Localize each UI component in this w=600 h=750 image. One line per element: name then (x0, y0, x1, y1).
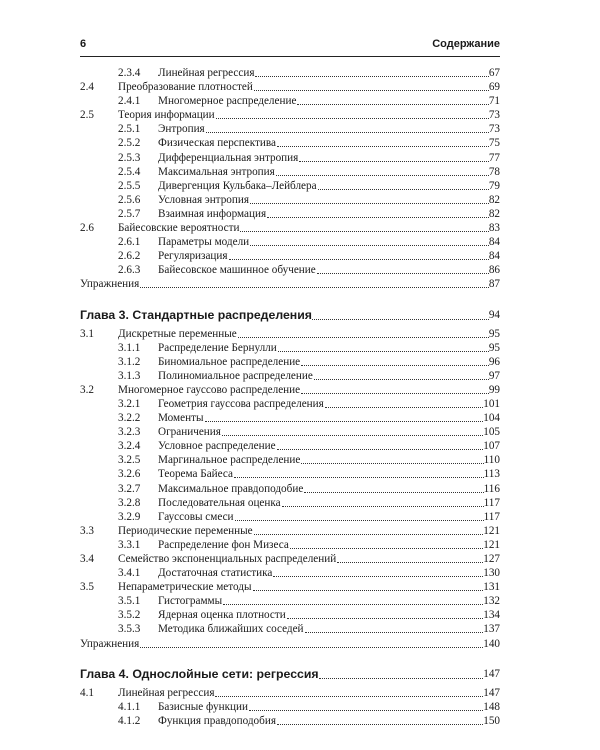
toc-entry[interactable] (80, 383, 500, 397)
dot-leader (312, 307, 489, 320)
dot-leader (278, 341, 489, 352)
page-ref: 110 (483, 454, 500, 467)
section-number: 2.5.2 (118, 137, 141, 150)
dot-leader (317, 263, 489, 274)
page-ref: 140 (483, 637, 500, 650)
section-title: Распределение фон Мизеса (158, 538, 289, 551)
section-number: 2.6.1 (118, 236, 141, 249)
dot-leader (253, 580, 484, 591)
section-number: 3.2.8 (118, 496, 141, 509)
page-ref: 107 (483, 440, 500, 453)
toc-entry[interactable] (80, 637, 500, 651)
toc-entry[interactable] (80, 249, 500, 263)
page-number: 6 (80, 38, 87, 50)
toc-entry[interactable] (80, 594, 500, 608)
section-title: Упражнения (80, 637, 140, 650)
section-title: Условная энтропия (158, 193, 250, 206)
section-title: Параметры модели (158, 236, 250, 249)
section-title: Теорема Байеса (158, 468, 233, 481)
section-title: Дискретные переменные (118, 327, 237, 340)
section-number: 3.4 (80, 553, 94, 565)
section-title: Взаимная информация (158, 207, 267, 220)
page-ref: 134 (483, 609, 500, 622)
section-number: 3.2.6 (118, 468, 141, 481)
dot-leader (140, 277, 489, 288)
dot-leader (325, 397, 483, 408)
toc-entry[interactable] (80, 510, 500, 524)
toc-entry[interactable] (80, 179, 500, 193)
toc-entry[interactable] (80, 221, 500, 235)
toc-entry[interactable] (80, 524, 500, 538)
page-ref: 77 (488, 151, 500, 164)
section-number: 3.1.2 (118, 355, 141, 368)
section-title: Непараметрические методы (118, 581, 252, 594)
section-number: 3.5.1 (118, 595, 141, 608)
page-ref: 105 (483, 426, 500, 439)
section-number: 3.2.4 (118, 440, 141, 453)
page-ref: 104 (483, 412, 500, 425)
toc-entry[interactable] (80, 151, 500, 165)
toc-entry[interactable] (80, 482, 500, 496)
table-of-contents (80, 66, 500, 728)
chapter-page: 147 (483, 667, 500, 680)
toc-entry[interactable] (80, 580, 500, 594)
section-number: 4.1.1 (118, 700, 141, 713)
section-number: 2.4.1 (118, 95, 141, 108)
toc-entry[interactable] (80, 66, 500, 80)
toc-entry[interactable] (80, 165, 500, 179)
page-ref: 117 (483, 510, 500, 523)
section-title: Линейная регрессия (158, 67, 255, 79)
section-number: 3.2.1 (118, 397, 141, 410)
page-ref: 117 (483, 496, 500, 509)
section-title: Гистограммы (158, 595, 223, 608)
dot-leader (250, 193, 489, 204)
toc-section-chapter4 (80, 686, 500, 728)
toc-entry[interactable] (80, 608, 500, 622)
dot-leader (277, 714, 483, 725)
section-title: Максимальное правдоподобие (158, 482, 304, 495)
section-number: 3.2.5 (118, 454, 141, 467)
chapter-heading-3[interactable] (80, 307, 500, 324)
dot-leader (305, 622, 484, 633)
chapter-heading-4[interactable] (80, 666, 500, 683)
page-ref: 82 (488, 193, 500, 206)
section-number: 3.2 (80, 383, 94, 396)
page-ref: 75 (488, 137, 500, 150)
section-title: Теория информации (118, 109, 215, 122)
section-title: Достаточная статистика (158, 567, 273, 580)
toc-entry[interactable] (80, 439, 500, 453)
page-ref: 121 (483, 524, 500, 537)
dot-leader (254, 524, 484, 535)
toc-entry[interactable] (80, 263, 500, 277)
section-title: Ядерная оценка плотности (158, 609, 286, 622)
section-title: Максимальная энтропия (158, 165, 275, 178)
section-number: 2.4 (80, 81, 94, 94)
toc-entry[interactable] (80, 538, 500, 552)
section-number: 2.5.3 (118, 151, 141, 164)
toc-entry[interactable] (80, 355, 500, 369)
section-number: 2.5.6 (118, 193, 141, 206)
toc-entry[interactable] (80, 369, 500, 383)
section-title: Последовательная оценка (158, 496, 281, 509)
toc-entry[interactable] (80, 700, 500, 714)
section-title: Гауссовы смеси (158, 510, 234, 523)
page-ref: 67 (488, 67, 500, 79)
section-title: Регуляризация (158, 250, 228, 263)
dot-leader (277, 136, 489, 147)
section-title: Функция правдоподобия (158, 714, 276, 727)
section-number: 2.5.1 (118, 123, 141, 136)
page-ref: 84 (488, 250, 500, 263)
page-header (80, 36, 500, 56)
dot-leader (240, 221, 488, 232)
page-ref: 84 (488, 236, 500, 249)
chapter-title: Глава 3. Стандартные распределения (80, 307, 312, 322)
page-ref: 97 (488, 369, 500, 382)
dot-leader (249, 700, 483, 711)
section-number: 3.4.1 (118, 567, 141, 580)
page-ref: 113 (483, 468, 500, 481)
toc-entry[interactable] (80, 341, 500, 355)
toc-entry[interactable] (80, 277, 500, 291)
section-number: 2.6.3 (118, 264, 141, 277)
page-ref: 130 (483, 567, 500, 580)
section-title: Байесовское машинное обучение (158, 264, 316, 277)
page-ref: 95 (488, 341, 500, 354)
header-rule (80, 56, 500, 57)
page-ref: 116 (483, 482, 500, 495)
dot-leader (229, 249, 489, 260)
section-number: 2.3.4 (118, 67, 141, 79)
toc-entry[interactable] (80, 425, 500, 439)
section-number: 2.5.4 (118, 165, 141, 178)
section-number: 3.1.1 (118, 341, 141, 354)
toc-entry[interactable] (80, 496, 500, 510)
toc-entry[interactable] (80, 136, 500, 150)
section-title: Моменты (158, 412, 204, 425)
section-number: 3.1.3 (118, 369, 141, 382)
section-title: Биномиальное распределение (158, 355, 301, 368)
dot-leader (301, 453, 483, 464)
page-ref: 96 (488, 355, 500, 368)
dot-leader (140, 637, 483, 648)
dot-leader (222, 425, 483, 436)
page-ref: 150 (483, 714, 500, 727)
toc-entry[interactable] (80, 327, 500, 341)
section-title: Ограничения (158, 426, 221, 439)
dot-leader (301, 383, 489, 394)
section-number: 3.1 (80, 327, 94, 340)
section-title: Условное распределение (158, 440, 276, 453)
toc-entry[interactable] (80, 714, 500, 728)
toc-entry[interactable] (80, 80, 500, 94)
section-title: Дивергенция Кульбака–Лейблера (158, 179, 317, 192)
toc-entry[interactable] (80, 566, 500, 580)
dot-leader (301, 355, 489, 366)
section-number: 3.2.3 (118, 426, 141, 439)
section-number: 3.3 (80, 524, 94, 537)
dot-leader (282, 496, 484, 507)
section-number: 3.2.9 (118, 510, 141, 523)
toc-entry[interactable] (80, 122, 500, 136)
toc-entry[interactable] (80, 622, 500, 636)
section-title: Упражнения (80, 278, 140, 291)
chapter-title: Глава 4. Однослойные сети: регрессия (80, 666, 319, 681)
toc-entry[interactable] (80, 411, 500, 425)
page-ref: 82 (488, 207, 500, 220)
section-number: 4.1 (80, 686, 94, 699)
page-ref: 69 (488, 81, 500, 94)
page-ref: 147 (483, 686, 500, 699)
section-number: 2.5 (80, 109, 94, 122)
running-title: Содержание (432, 38, 500, 50)
section-title: Физическая перспектива (158, 137, 276, 150)
dot-leader (215, 686, 483, 697)
dot-leader (304, 482, 483, 493)
dot-leader (287, 608, 483, 619)
section-title: Линейная регрессия (118, 686, 215, 699)
section-title: Распределение Бернулли (158, 341, 277, 354)
dot-leader (216, 108, 489, 119)
page-ref: 71 (488, 95, 500, 108)
page-ref: 86 (488, 264, 500, 277)
toc-section-chapter2-continued (80, 66, 500, 292)
page-ref: 87 (488, 278, 500, 291)
section-title: Многомерное гауссово распределение (118, 383, 301, 396)
page-ref: 131 (483, 581, 500, 594)
section-title: Энтропия (158, 123, 205, 136)
page-ref: 121 (483, 538, 500, 551)
toc-entry[interactable] (80, 235, 500, 249)
section-number: 3.5.2 (118, 609, 141, 622)
dot-leader (337, 552, 483, 563)
section-number: 2.6.2 (118, 250, 141, 263)
dot-leader (297, 94, 488, 105)
section-number: 3.2.7 (118, 482, 141, 495)
section-title: Преобразование плотностей (118, 81, 253, 94)
section-title: Многомерное распределение (158, 95, 297, 108)
dot-leader (318, 179, 489, 190)
section-number: 2.5.5 (118, 179, 141, 192)
section-title: Базисные функции (158, 700, 248, 713)
dot-leader (250, 235, 489, 246)
section-title: Полиномиальное распределение (158, 369, 313, 382)
dot-leader (205, 411, 484, 422)
page-ref: 73 (488, 123, 500, 136)
section-title: Дифференциальная энтропия (158, 151, 299, 164)
dot-leader (319, 666, 484, 679)
dot-leader (314, 369, 489, 380)
dot-leader (255, 66, 488, 77)
section-number: 4.1.2 (118, 714, 141, 727)
dot-leader (254, 80, 489, 91)
page-ref: 132 (483, 595, 500, 608)
section-title: Периодические переменные (118, 524, 253, 537)
page-ref: 127 (483, 553, 500, 565)
section-number: 2.5.7 (118, 207, 141, 220)
page-ref: 95 (488, 327, 500, 340)
section-title: Байесовские вероятности (118, 222, 240, 235)
toc-entry[interactable] (80, 94, 500, 108)
chapter-page: 94 (488, 308, 500, 321)
section-title: Геометрия гауссова распределения (158, 397, 324, 410)
toc-entry[interactable] (80, 686, 500, 700)
toc-entry[interactable] (80, 467, 500, 481)
section-number: 3.5.3 (118, 623, 141, 636)
page-ref: 83 (488, 222, 500, 235)
toc-entry[interactable] (80, 193, 500, 207)
page-ref: 101 (483, 397, 500, 410)
toc-entry[interactable] (80, 108, 500, 122)
section-number: 2.6 (80, 222, 94, 235)
toc-entry[interactable] (80, 397, 500, 411)
dot-leader (235, 510, 484, 521)
dot-leader (276, 165, 489, 176)
section-number: 3.3.1 (118, 538, 141, 551)
page-ref: 79 (488, 179, 500, 192)
section-number: 3.5 (80, 581, 94, 594)
section-number: 3.2.2 (118, 412, 141, 425)
dot-leader (238, 327, 489, 338)
dot-leader (223, 594, 483, 605)
toc-section-chapter3 (80, 327, 500, 651)
dot-leader (273, 566, 483, 577)
page-ref: 148 (483, 700, 500, 713)
dot-leader (267, 207, 489, 218)
dot-leader (290, 538, 483, 549)
section-title: Семейство экспоненциальных распределений (118, 553, 337, 565)
dot-leader (206, 122, 489, 133)
page-ref: 78 (488, 165, 500, 178)
section-title: Методика ближайших соседей (158, 623, 304, 636)
section-title: Маргинальное распределение (158, 454, 301, 467)
page-ref: 99 (488, 383, 500, 396)
toc-entry[interactable] (80, 453, 500, 467)
dot-leader (299, 151, 489, 162)
dot-leader (234, 467, 484, 478)
toc-entry[interactable] (80, 552, 500, 566)
page-ref: 73 (488, 109, 500, 122)
toc-entry[interactable] (80, 207, 500, 221)
page-ref: 137 (483, 623, 500, 636)
dot-leader (277, 439, 484, 450)
